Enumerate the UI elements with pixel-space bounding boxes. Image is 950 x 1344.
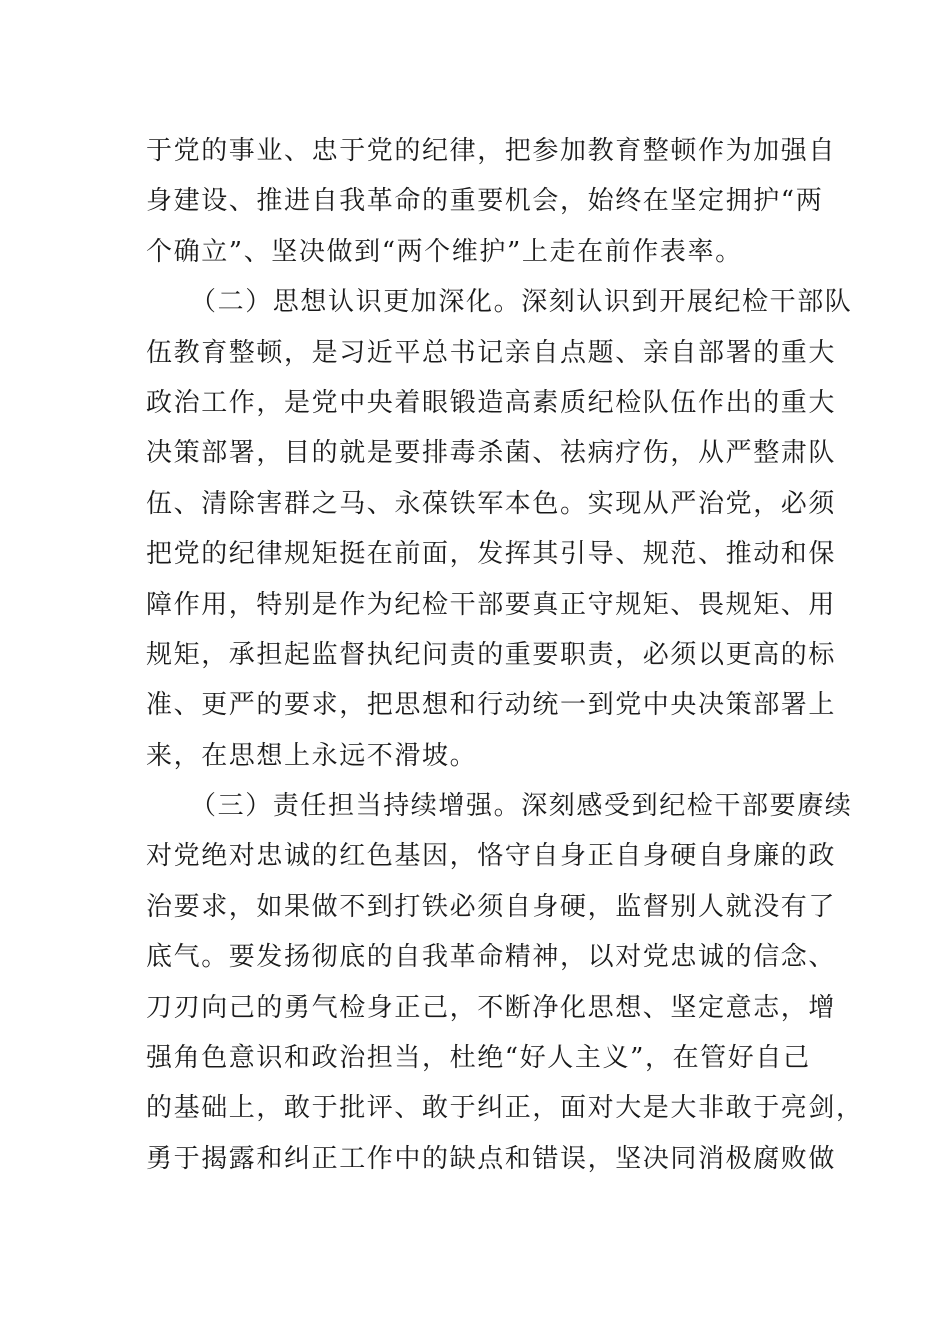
- text-line: 个确立”、坚决做到“两个维护”上走在前作表率。: [146, 236, 743, 267]
- text-line: 强角色意识和政治担当，杜绝“好人主义”，在管好自己: [146, 1043, 811, 1074]
- text-line: 政治工作，是党中央着眼锻造高素质纪检队伍作出的重大: [146, 387, 837, 418]
- section-heading-line: （二）思想认识更加深化。深刻认识到开展纪检干部队: [190, 287, 853, 318]
- text-line: 勇于揭露和纠正工作中的缺点和错误，坚决同消极腐败做: [146, 1143, 837, 1174]
- text-line: 规矩，承担起监督执纪问责的重要职责，必须以更高的标: [146, 639, 837, 670]
- text-line: 伍、清除害群之马、永葆铁军本色。实现从严治党，必须: [146, 488, 837, 519]
- text-line: 伍教育整顿，是习近平总书记亲自点题、亲自部署的重大: [146, 337, 837, 368]
- text-line: 准、更严的要求，把思想和行动统一到党中央决策部署上: [146, 690, 837, 721]
- body-text: [146, 126, 864, 1184]
- text-line: 对党绝对忠诚的红色基因，恪守自身正自身硬自身廉的政: [146, 841, 837, 872]
- text-line: 障作用，特别是作为纪检干部要真正守规矩、畏规矩、用: [146, 589, 837, 620]
- text-line: 于党的事业、忠于党的纪律，把参加教育整顿作为加强自: [146, 136, 837, 166]
- text-line: 底气。要发扬彻底的自我革命精神，以对党忠诚的信念、: [146, 942, 837, 973]
- text-line: 身建设、推进自我革命的重要机会，始终在坚定拥护“两: [146, 186, 824, 217]
- text-line: 治要求，如果做不到打铁必须自身硬，监督别人就没有了: [146, 891, 837, 922]
- text-line: 的基础上，敢于批评、敢于纠正，面对大是大非敢于亮剑，: [146, 1093, 864, 1124]
- text-line: 把党的纪律规矩挺在前面，发挥其引导、规范、推动和保: [146, 539, 837, 570]
- text-line: 决策部署，目的就是要排毒杀菌、祛病疗伤，从严整肃队: [146, 438, 837, 469]
- text-line: 刀刃向己的勇气检身正己，不断净化思想、坚定意志，增: [146, 992, 837, 1023]
- section-heading-line: （三）责任担当持续增强。深刻感受到纪检干部要赓续: [190, 791, 853, 822]
- text-line: 来，在思想上永远不滑坡。: [146, 740, 478, 771]
